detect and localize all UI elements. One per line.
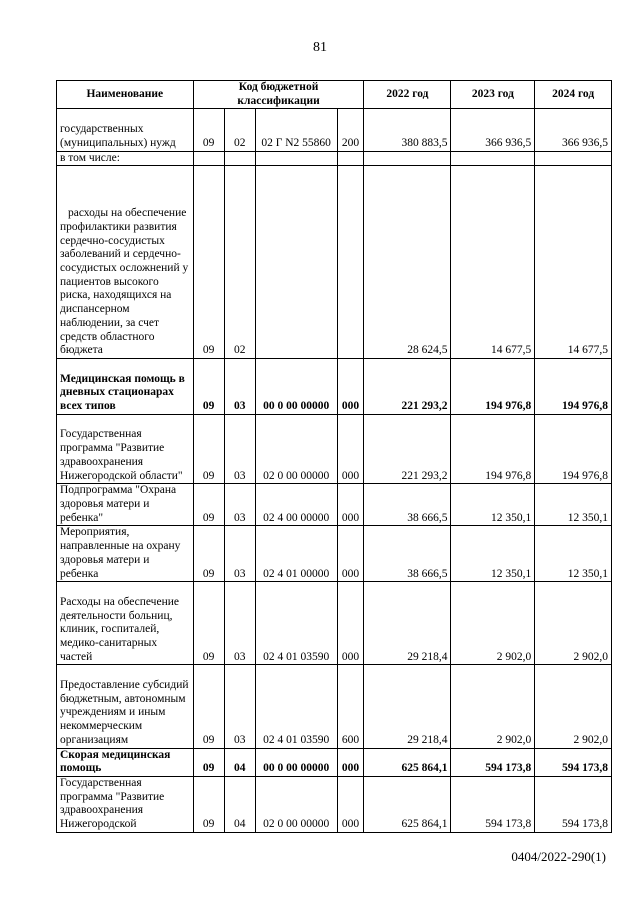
- row-target-article: 00 0 00 00000: [255, 359, 337, 415]
- row-value-2024: 12 350,1: [535, 484, 612, 526]
- row-value-2022: [364, 151, 451, 166]
- row-value-2023: 194 976,8: [451, 414, 535, 484]
- row-value-2023: 594 173,8: [451, 748, 535, 776]
- row-value-2022: 221 293,2: [364, 359, 451, 415]
- row-value-2024: 194 976,8: [535, 414, 612, 484]
- row-target-article: 00 0 00 00000: [255, 748, 337, 776]
- row-value-2022: 29 218,4: [364, 665, 451, 748]
- row-target-article: [255, 166, 337, 359]
- row-expense-type: 000: [337, 526, 364, 582]
- row-value-2022: 38 666,5: [364, 526, 451, 582]
- row-section: 09: [193, 777, 224, 833]
- row-value-2023: 194 976,8: [451, 359, 535, 415]
- row-name: Предоставление субсидий бюджетным, автономным учреждениям и иным некоммерческим организациям: [57, 665, 194, 748]
- row-target-article: 02 Г N2 55860: [255, 109, 337, 151]
- row-subsection: 04: [224, 777, 255, 833]
- row-value-2023: [451, 151, 535, 166]
- document-code: 0404/2022-290(1): [511, 849, 606, 864]
- row-subsection: 02: [224, 109, 255, 151]
- row-subsection: 03: [224, 665, 255, 748]
- row-expense-type: [337, 151, 364, 166]
- row-expense-type: 000: [337, 777, 364, 833]
- row-expense-type: 000: [337, 484, 364, 526]
- page-number: 81: [313, 40, 327, 55]
- row-value-2023: 366 936,5: [451, 109, 535, 151]
- row-value-2023: 2 902,0: [451, 665, 535, 748]
- table-row: [57, 665, 612, 748]
- row-expense-type: 000: [337, 359, 364, 415]
- row-value-2024: [535, 151, 612, 166]
- row-expense-type: [337, 166, 364, 359]
- row-value-2023: 14 677,5: [451, 166, 535, 359]
- table-row: [57, 526, 612, 582]
- row-section: 09: [193, 109, 224, 151]
- table-row: [57, 151, 612, 166]
- row-value-2022: 221 293,2: [364, 414, 451, 484]
- row-name: Государственная программа "Развитие здравоохранения Нижегородской: [57, 777, 194, 833]
- row-section: 09: [193, 414, 224, 484]
- row-name: расходы на обеспечение профилактики развития сердечно-сосудистых заболеваний и сердечно-сосудистых осложнений у пациентов высокого риска, находящихся на диспансерном наблюдении, за счет средств областного бюджета: [57, 166, 194, 359]
- row-section: 09: [193, 166, 224, 359]
- row-value-2024: 194 976,8: [535, 359, 612, 415]
- row-value-2024: 594 173,8: [535, 748, 612, 776]
- header-name: Наименование: [57, 81, 194, 109]
- table-row: [57, 166, 612, 359]
- row-value-2023: 12 350,1: [451, 484, 535, 526]
- row-section: 09: [193, 582, 224, 665]
- row-name: Государственная программа "Развитие здравоохранения Нижегородской области": [57, 414, 194, 484]
- row-value-2023: 12 350,1: [451, 526, 535, 582]
- row-value-2024: 366 936,5: [535, 109, 612, 151]
- budget-table: [56, 80, 612, 833]
- row-value-2024: 14 677,5: [535, 166, 612, 359]
- header-code: Код бюджетной классификации: [193, 81, 364, 109]
- row-target-article: 02 4 00 00000: [255, 484, 337, 526]
- row-subsection: 03: [224, 582, 255, 665]
- table-header: [57, 81, 612, 109]
- row-expense-type: 000: [337, 582, 364, 665]
- row-section: 09: [193, 359, 224, 415]
- row-section: 09: [193, 484, 224, 526]
- header-2023: 2023 год: [451, 81, 535, 109]
- row-subsection: 03: [224, 359, 255, 415]
- table-row: [57, 582, 612, 665]
- row-name: Медицинская помощь в дневных стационарах всех типов: [57, 359, 194, 415]
- row-name: в том числе:: [57, 151, 194, 166]
- row-name: Мероприятия, направленные на охрану здоровья матери и ребенка: [57, 526, 194, 582]
- table-row: [57, 484, 612, 526]
- row-expense-type: 600: [337, 665, 364, 748]
- row-target-article: [255, 151, 337, 166]
- row-subsection: 03: [224, 414, 255, 484]
- row-section: 09: [193, 526, 224, 582]
- row-value-2022: 28 624,5: [364, 166, 451, 359]
- row-target-article: 02 4 01 03590: [255, 582, 337, 665]
- row-subsection: 03: [224, 526, 255, 582]
- row-subsection: [224, 151, 255, 166]
- table-row: [57, 414, 612, 484]
- table-row: [57, 109, 612, 151]
- row-target-article: 02 4 01 03590: [255, 665, 337, 748]
- row-expense-type: 000: [337, 414, 364, 484]
- table-row: [57, 777, 612, 833]
- row-value-2024: 594 173,8: [535, 777, 612, 833]
- row-section: 09: [193, 748, 224, 776]
- row-expense-type: 200: [337, 109, 364, 151]
- row-section: 09: [193, 665, 224, 748]
- row-target-article: 02 0 00 00000: [255, 414, 337, 484]
- header-2022: 2022 год: [364, 81, 451, 109]
- table-row: [57, 359, 612, 415]
- row-value-2022: 625 864,1: [364, 748, 451, 776]
- row-name: Подпрограмма "Охрана здоровья матери и ребенка": [57, 484, 194, 526]
- row-value-2024: 2 902,0: [535, 665, 612, 748]
- row-target-article: 02 4 01 00000: [255, 526, 337, 582]
- row-expense-type: 000: [337, 748, 364, 776]
- row-value-2022: 38 666,5: [364, 484, 451, 526]
- row-value-2022: 380 883,5: [364, 109, 451, 151]
- header-2024: 2024 год: [535, 81, 612, 109]
- row-subsection: 04: [224, 748, 255, 776]
- row-subsection: 02: [224, 166, 255, 359]
- row-subsection: 03: [224, 484, 255, 526]
- row-value-2024: 12 350,1: [535, 526, 612, 582]
- row-value-2023: 594 173,8: [451, 777, 535, 833]
- row-value-2023: 2 902,0: [451, 582, 535, 665]
- row-value-2022: 29 218,4: [364, 582, 451, 665]
- row-value-2022: 625 864,1: [364, 777, 451, 833]
- row-target-article: 02 0 00 00000: [255, 777, 337, 833]
- table-row: [57, 748, 612, 776]
- row-name: Расходы на обеспечение деятельности больниц, клиник, госпиталей, медико-санитарных частей: [57, 582, 194, 665]
- row-value-2024: 2 902,0: [535, 582, 612, 665]
- row-section: [193, 151, 224, 166]
- row-name: Скорая медицинская помощь: [57, 748, 194, 776]
- row-name: государственных (муниципальных) нужд: [57, 109, 194, 151]
